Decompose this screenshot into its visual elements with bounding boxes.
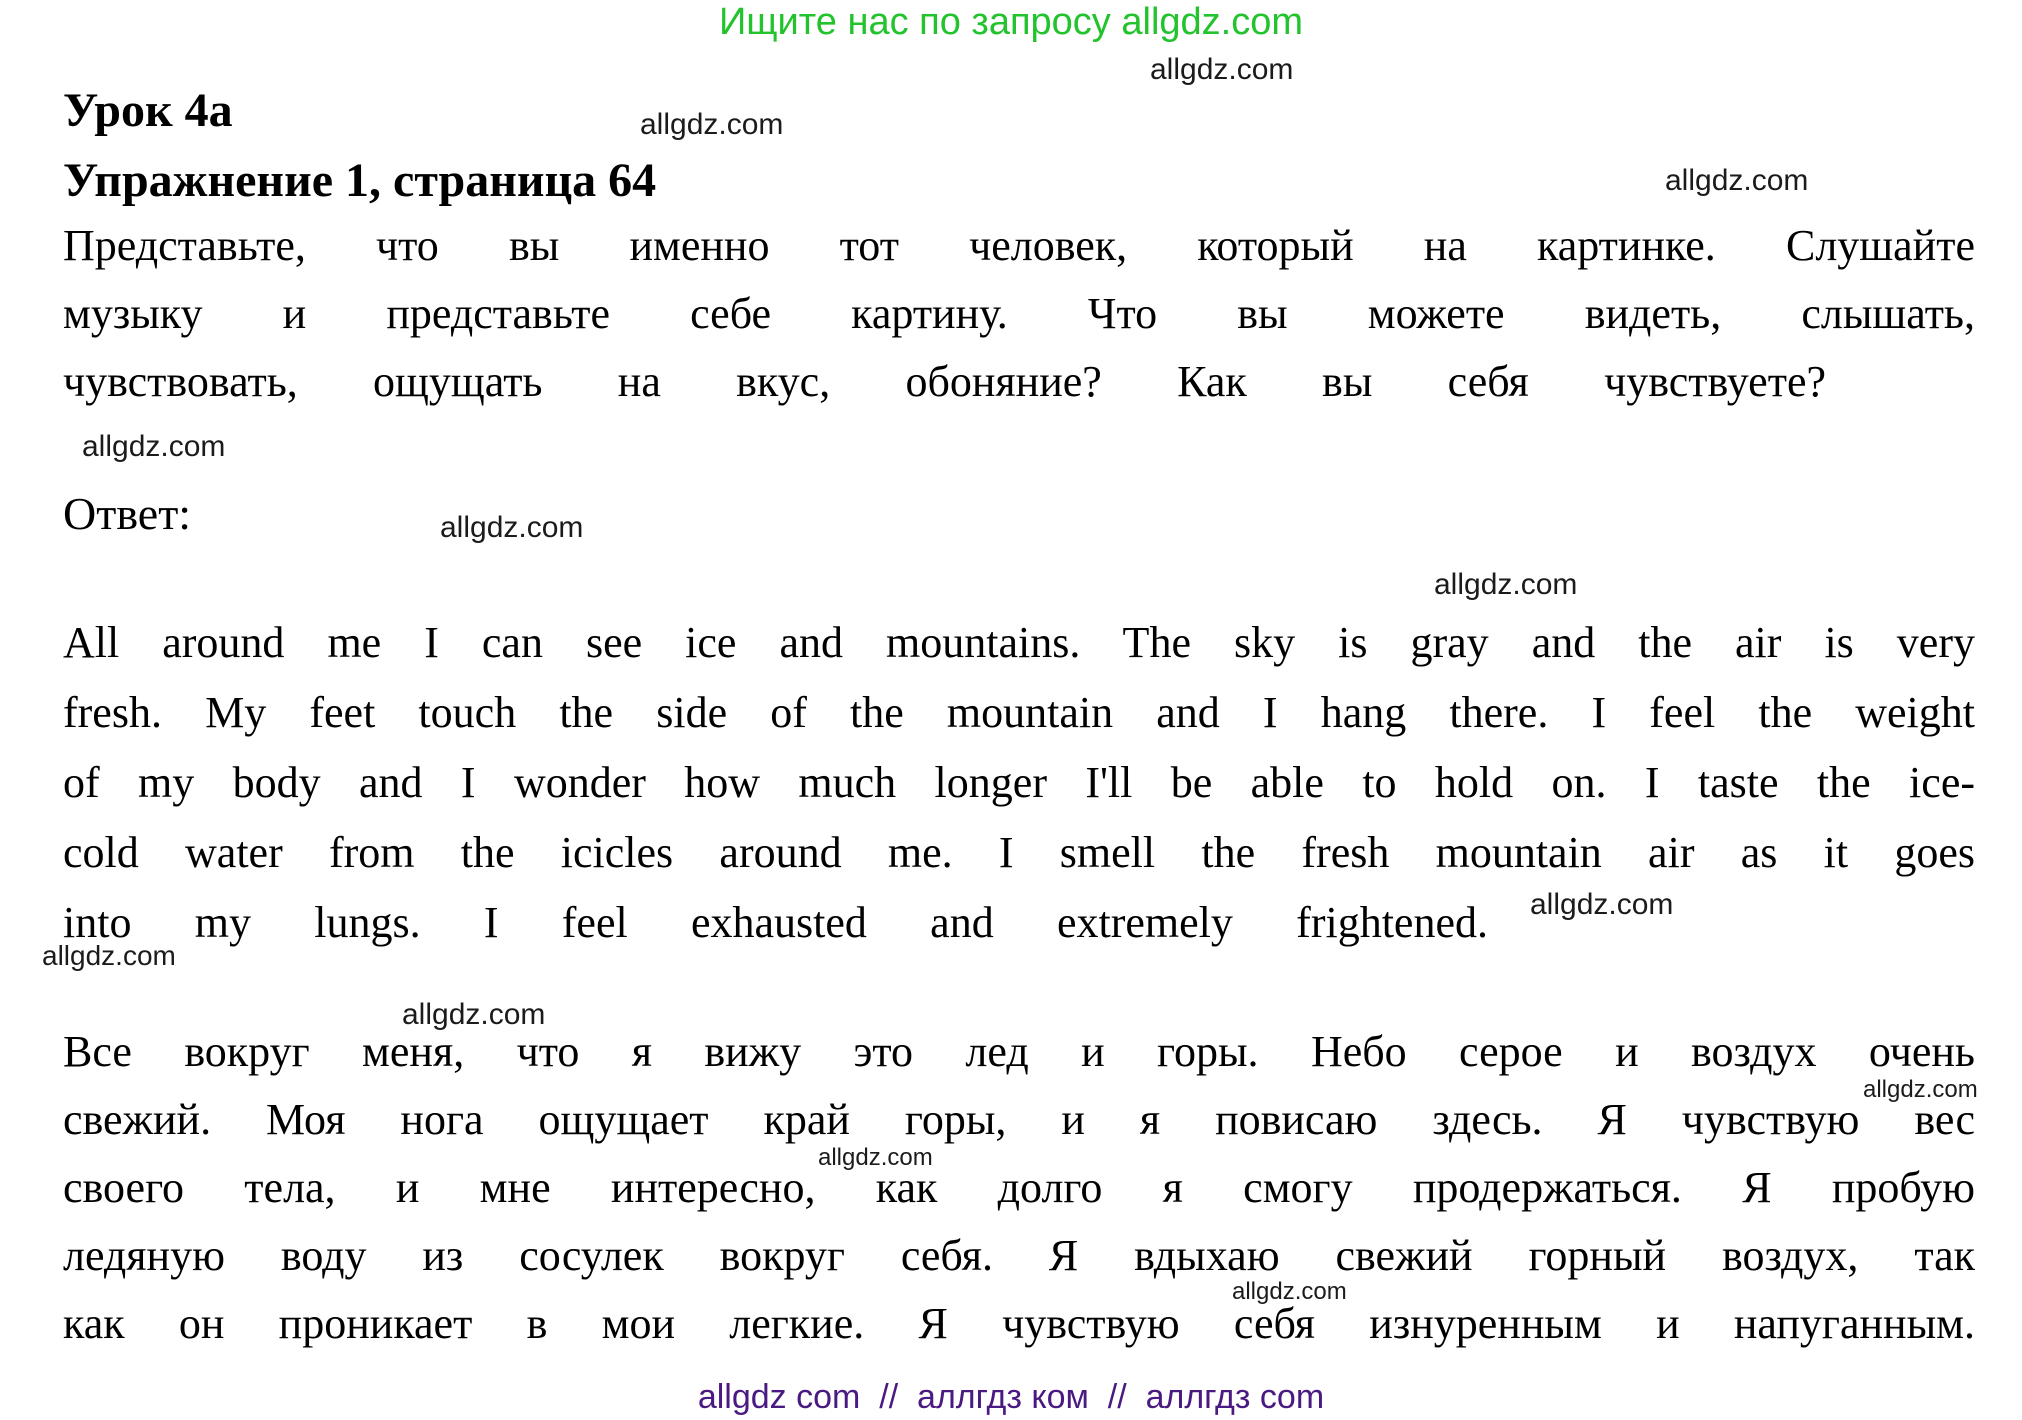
allgdz-watermark: allgdz.com — [818, 1144, 933, 1171]
task-line: чувствовать, ощущать на вкус, обоняние? Как вы себя чувствуете? — [63, 357, 1826, 406]
answer-line-en: fresh. My feet touch the side of the mountain and I hang there. I feel the weight — [63, 688, 1975, 737]
allgdz-watermark: allgdz.com — [440, 511, 584, 544]
task-line: музыку и представьте себе картину. Что вы можете видеть, слышать, — [63, 289, 1975, 338]
task-text — [63, 212, 1975, 416]
allgdz-watermark: allgdz.com — [1232, 1278, 1347, 1305]
answer-label: Ответ: — [63, 488, 192, 539]
allgdz-watermark: allgdz.com — [42, 940, 176, 971]
task-line: Представьте, что вы именно тот человек, который на картинке. Слушайте — [63, 221, 1975, 270]
headings-block — [63, 76, 656, 216]
answer-line-ru: Все вокруг меня, что я вижу это лед и горы. Небо серое и воздух очень — [63, 1027, 1975, 1076]
allgdz-watermark: allgdz.com — [1863, 1076, 1978, 1103]
allgdz-watermark: allgdz.com — [1530, 888, 1674, 921]
allgdz-watermark: allgdz.com — [1434, 568, 1578, 601]
answer-line-ru: своего тела, и мне интересно, как долго я смогу продержаться. Я пробую — [63, 1163, 1975, 1212]
answer-line-en: cold water from the icicles around me. I smell the fresh mountain air as it goes — [63, 828, 1975, 877]
exercise-title: Упражнение 1, страница 64 — [63, 154, 657, 207]
allgdz-watermark: allgdz.com — [1665, 164, 1809, 197]
answer-text-en — [63, 608, 1975, 958]
allgdz-watermark: allgdz.com — [402, 998, 546, 1031]
answer-line-en: of my body and I wonder how much longer I'll be able to hold on. I taste the ice- — [63, 758, 1975, 807]
answer-line-ru: как он проникает в мои легкие. Я чувствую себя изнуренным и напуганным. — [63, 1299, 1975, 1348]
answer-line-en: All around me I can see ice and mountains. The sky is gray and the air is very — [63, 618, 1975, 667]
promo-banner: Ищите нас по запросу allgdz.com — [718, 1, 1303, 43]
allgdz-watermark: allgdz.com — [640, 108, 784, 141]
lesson-title: Урок 4а — [63, 84, 233, 137]
answer-line-ru: свежий. Моя нога ощущает край горы, и я повисаю здесь. Я чувствую вес — [63, 1095, 1975, 1144]
answer-line-en: into my lungs. I feel exhausted and extremely frightened. — [63, 898, 1488, 947]
footer-search-terms: allgdz com // аллгдз ком // аллгдз com — [697, 1378, 1325, 1416]
allgdz-watermark: allgdz.com — [82, 430, 226, 463]
answer-text-ru — [63, 1018, 1975, 1358]
allgdz-watermark: allgdz.com — [1150, 53, 1294, 86]
answer-line-ru: ледяную воду из сосулек вокруг себя. Я вдыхаю свежий горный воздух, так — [63, 1231, 1975, 1280]
